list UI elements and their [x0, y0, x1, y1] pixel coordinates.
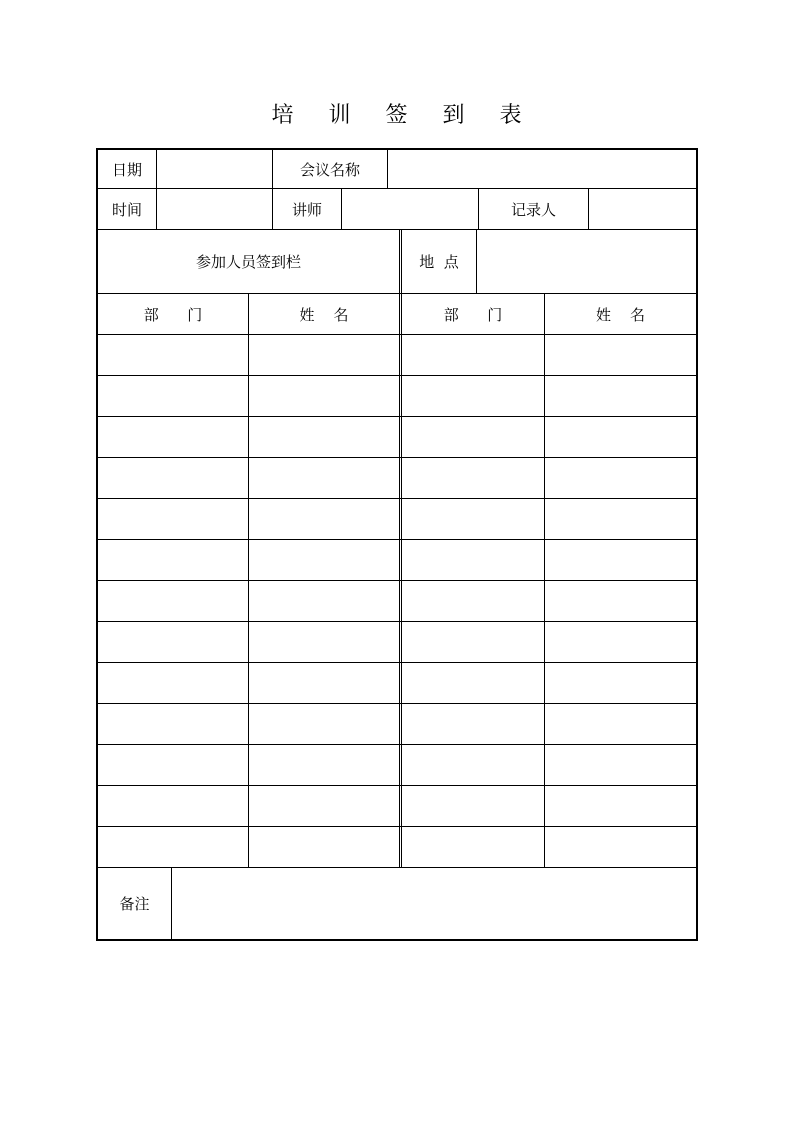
dept-header-right: 部 门	[443, 305, 503, 324]
name-cell-left[interactable]	[249, 499, 399, 539]
name-cell-left[interactable]	[249, 581, 399, 621]
col-divider	[272, 150, 273, 229]
time-label: 时间	[111, 200, 142, 219]
dept-cell-left[interactable]	[98, 786, 248, 826]
dept-cell-right[interactable]	[402, 540, 544, 580]
name-cell-right[interactable]	[545, 540, 696, 580]
dept-cell-right[interactable]	[402, 376, 544, 416]
recorder-field[interactable]	[589, 189, 696, 229]
name-cell-right[interactable]	[545, 745, 696, 785]
name-cell-right[interactable]	[545, 827, 696, 867]
dept-cell-left[interactable]	[98, 745, 248, 785]
dept-cell-left[interactable]	[98, 827, 248, 867]
center-double-divider	[399, 229, 400, 867]
col-divider	[341, 188, 342, 229]
dept-cell-right[interactable]	[402, 745, 544, 785]
lecturer-field[interactable]	[342, 189, 478, 229]
dept-cell-left[interactable]	[98, 458, 248, 498]
col-divider	[171, 867, 172, 939]
page-title: 培 训 签 到 表	[271, 103, 536, 128]
name-cell-left[interactable]	[249, 704, 399, 744]
recorder-label: 记录人	[510, 200, 556, 219]
dept-cell-left[interactable]	[98, 540, 248, 580]
location-field[interactable]	[477, 230, 696, 293]
dept-cell-left[interactable]	[98, 581, 248, 621]
col-divider	[476, 229, 477, 293]
name-cell-left[interactable]	[249, 622, 399, 662]
name-cell-right[interactable]	[545, 458, 696, 498]
row-divider	[98, 229, 696, 230]
dept-cell-left[interactable]	[98, 663, 248, 703]
name-cell-left[interactable]	[249, 663, 399, 703]
dept-cell-left[interactable]	[98, 704, 248, 744]
date-label: 日期	[111, 160, 142, 179]
name-cell-right[interactable]	[545, 581, 696, 621]
name-header-right: 姓 名	[595, 305, 646, 324]
dept-cell-left[interactable]	[98, 376, 248, 416]
dept-cell-right[interactable]	[402, 499, 544, 539]
location-label: 地 点	[419, 253, 459, 271]
name-cell-right[interactable]	[545, 663, 696, 703]
dept-cell-left[interactable]	[98, 622, 248, 662]
meeting-name-label: 会议名称	[299, 160, 360, 179]
name-cell-left[interactable]	[249, 376, 399, 416]
name-cell-left[interactable]	[249, 827, 399, 867]
name-cell-right[interactable]	[545, 499, 696, 539]
remarks-field[interactable]	[172, 868, 696, 939]
dept-cell-left[interactable]	[98, 499, 248, 539]
dept-cell-left[interactable]	[98, 417, 248, 457]
name-cell-right[interactable]	[545, 376, 696, 416]
name-header-left: 姓 名	[299, 305, 349, 324]
name-cell-right[interactable]	[545, 335, 696, 375]
dept-cell-right[interactable]	[402, 622, 544, 662]
dept-cell-right[interactable]	[402, 663, 544, 703]
name-cell-right[interactable]	[545, 417, 696, 457]
col-divider	[387, 150, 388, 188]
signin-form	[96, 148, 698, 941]
dept-cell-right[interactable]	[402, 786, 544, 826]
col-divider	[478, 188, 479, 229]
name-cell-left[interactable]	[249, 417, 399, 457]
signin-section-label: 参加人员签到栏	[195, 253, 301, 271]
date-field[interactable]	[157, 150, 272, 188]
meeting-name-field[interactable]	[388, 150, 696, 188]
name-cell-left[interactable]	[249, 540, 399, 580]
dept-cell-left[interactable]	[98, 335, 248, 375]
name-cell-right[interactable]	[545, 622, 696, 662]
dept-cell-right[interactable]	[402, 335, 544, 375]
name-cell-left[interactable]	[249, 335, 399, 375]
dept-header-left: 部 门	[143, 305, 203, 324]
dept-cell-right[interactable]	[402, 458, 544, 498]
name-cell-left[interactable]	[249, 786, 399, 826]
lecturer-label: 讲师	[291, 200, 322, 219]
name-cell-left[interactable]	[249, 458, 399, 498]
remarks-label: 备注	[119, 895, 150, 913]
col-divider	[588, 188, 589, 229]
dept-cell-right[interactable]	[402, 827, 544, 867]
dept-cell-right[interactable]	[402, 704, 544, 744]
name-cell-right[interactable]	[545, 704, 696, 744]
time-field[interactable]	[157, 189, 272, 229]
dept-cell-right[interactable]	[402, 581, 544, 621]
row-divider	[98, 188, 696, 189]
name-cell-left[interactable]	[249, 745, 399, 785]
row-divider	[98, 867, 696, 868]
name-cell-right[interactable]	[545, 786, 696, 826]
dept-cell-right[interactable]	[402, 417, 544, 457]
row-divider	[98, 293, 696, 294]
col-divider	[156, 150, 157, 229]
